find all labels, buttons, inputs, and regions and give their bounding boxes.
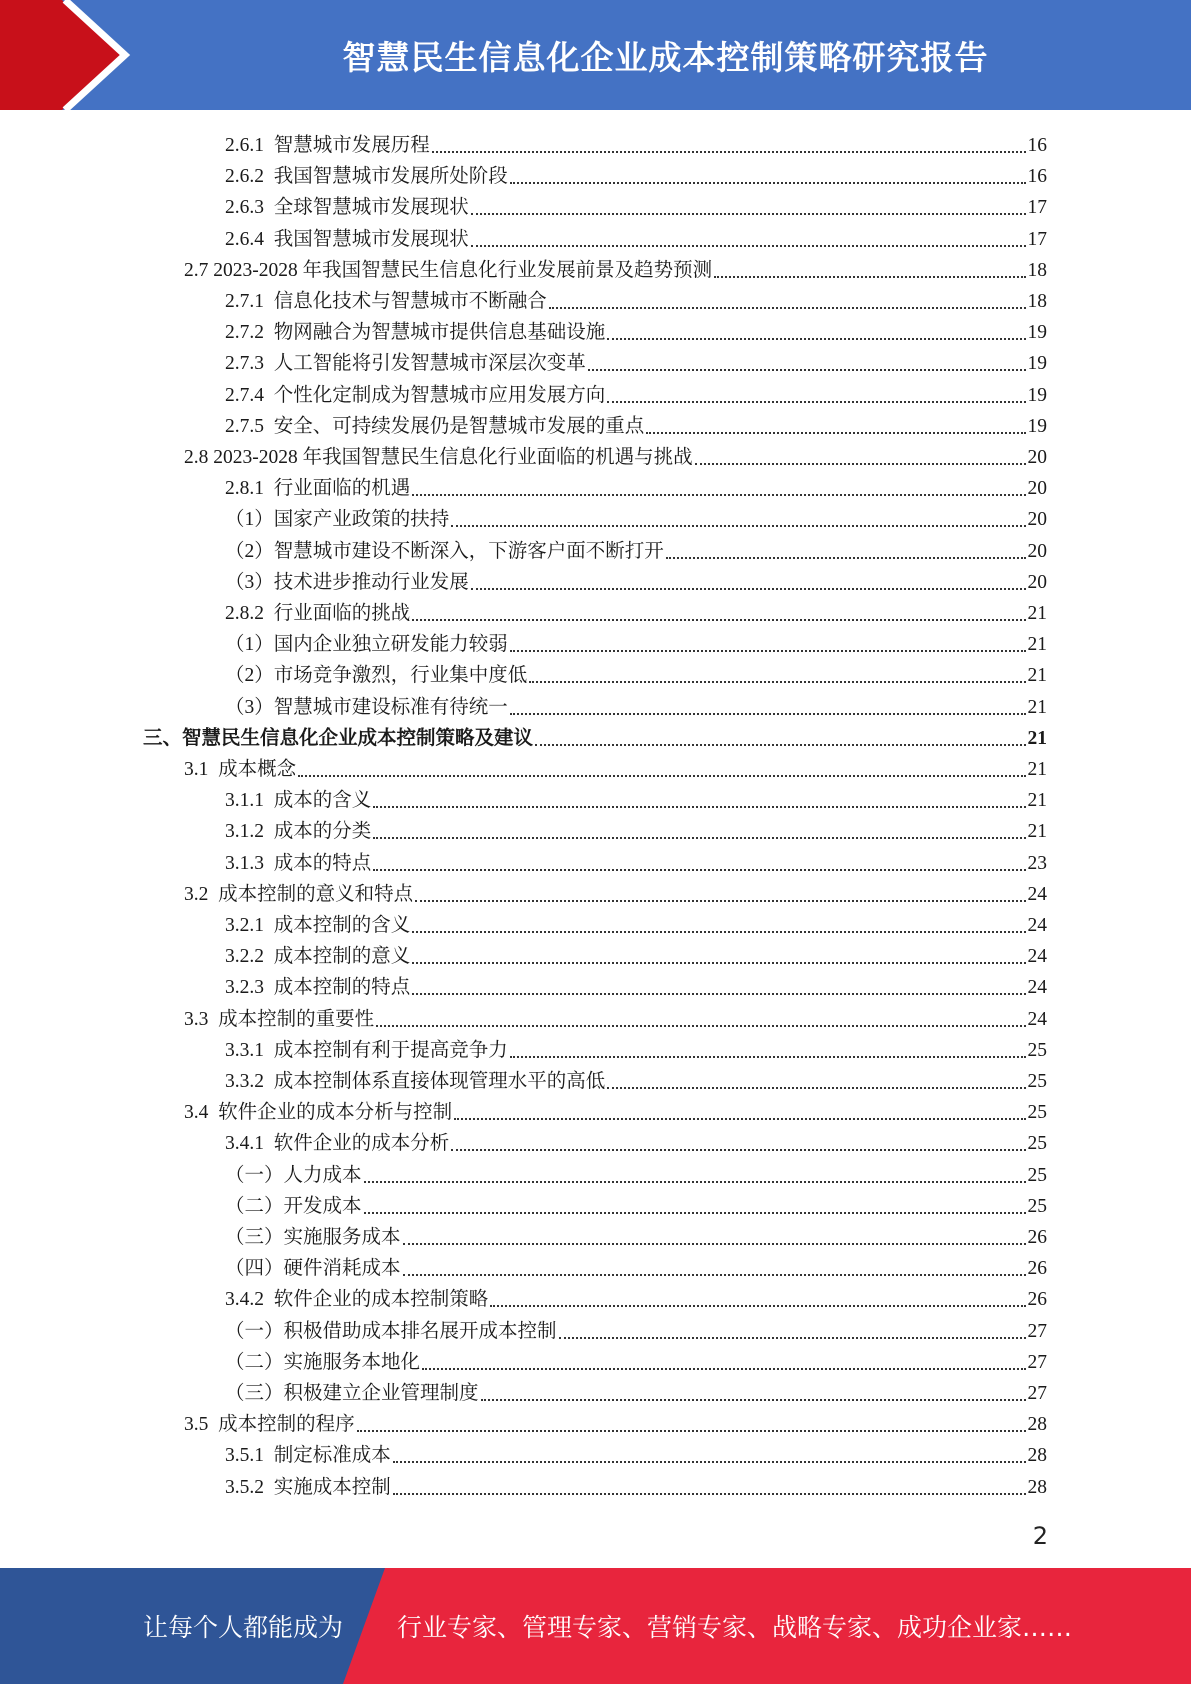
toc-dot-leader bbox=[412, 962, 1025, 964]
toc-entry[interactable] bbox=[225, 533, 1047, 564]
toc-entry-page: 20 bbox=[1027, 571, 1047, 593]
toc-entry[interactable] bbox=[184, 876, 1047, 907]
toc-entry[interactable] bbox=[225, 408, 1047, 439]
toc-entry-title: 2.7 2023-2028 年我国智慧民生信息化行业发展前景及趋势预测 bbox=[184, 259, 713, 281]
toc-entry[interactable] bbox=[225, 657, 1047, 688]
toc-entry[interactable] bbox=[225, 969, 1047, 1000]
toc-entry[interactable] bbox=[225, 1032, 1047, 1063]
toc-entry-page: 21 bbox=[1027, 727, 1047, 749]
toc-entry-title: （三）实施服务成本 bbox=[225, 1227, 401, 1248]
toc-entry[interactable] bbox=[225, 345, 1047, 376]
toc-entry-page: 24 bbox=[1027, 977, 1047, 999]
toc-entry-page: 16 bbox=[1027, 135, 1047, 156]
toc-dot-leader bbox=[415, 900, 1025, 902]
toc-dot-leader bbox=[412, 494, 1025, 496]
toc-dot-leader bbox=[471, 245, 1026, 247]
toc-entry-page: 24 bbox=[1027, 1008, 1047, 1030]
toc-dot-leader bbox=[373, 869, 1025, 871]
toc-entry-title: 2.6.4 我国智慧城市发展现状 bbox=[225, 228, 469, 250]
toc-entry[interactable] bbox=[225, 283, 1047, 314]
toc-entry[interactable] bbox=[225, 1188, 1047, 1219]
toc-entry-page: 21 bbox=[1027, 790, 1047, 812]
toc-entry[interactable] bbox=[225, 626, 1047, 657]
toc-entry-page: 28 bbox=[1027, 1414, 1047, 1436]
toc-entry-title: （3）技术进步推动行业发展 bbox=[225, 571, 469, 593]
toc-entry[interactable] bbox=[225, 1250, 1047, 1281]
toc-entry-page: 26 bbox=[1027, 1289, 1047, 1311]
toc-entry[interactable] bbox=[225, 189, 1047, 220]
toc-entry-title: 3.1 成本概念 bbox=[184, 759, 297, 780]
header-arrow-decoration bbox=[0, 0, 150, 110]
toc-entry-page: 24 bbox=[1027, 946, 1047, 968]
toc-entry-page: 18 bbox=[1027, 259, 1047, 281]
toc-entry-page: 25 bbox=[1027, 1039, 1047, 1061]
toc-entry[interactable] bbox=[184, 439, 1047, 470]
toc-entry-title: 2.7.2 物网融合为智慧城市提供信息基础设施 bbox=[225, 322, 606, 344]
toc-dot-leader bbox=[422, 1368, 1025, 1370]
toc-entry-title: 2.6.3 全球智慧城市发展现状 bbox=[225, 197, 469, 219]
toc-dot-leader bbox=[412, 993, 1025, 995]
toc-entry-title: 三、智慧民生信息化企业成本控制策略及建议 bbox=[143, 727, 534, 749]
toc-entry[interactable] bbox=[225, 127, 1047, 158]
toc-entry-title: （二）开发成本 bbox=[225, 1195, 362, 1217]
toc-dot-leader bbox=[510, 1056, 1026, 1058]
toc-dot-leader bbox=[376, 1025, 1025, 1027]
toc-entry-title: 3.1.3 成本的特点 bbox=[225, 852, 372, 874]
toc-entry-title: 3.4.2 软件企业的成本控制策略 bbox=[225, 1289, 489, 1311]
toc-dot-leader bbox=[510, 650, 1026, 652]
toc-dot-leader bbox=[403, 1274, 1026, 1276]
toc-entry-title: 2.7.1 信息化技术与智慧城市不断融合 bbox=[225, 291, 547, 312]
toc-entry[interactable] bbox=[184, 751, 1047, 782]
toc-dot-leader bbox=[695, 463, 1026, 465]
toc-entry-page: 24 bbox=[1027, 915, 1047, 936]
toc-entry-page: 24 bbox=[1027, 883, 1047, 905]
toc-dot-leader bbox=[535, 744, 1025, 746]
toc-entry-title: （1）国内企业独立研发能力较弱 bbox=[225, 634, 508, 656]
page-footer bbox=[0, 1568, 1191, 1684]
toc-dot-leader bbox=[373, 806, 1025, 808]
toc-entry-title: 2.6.2 我国智慧城市发展所处阶段 bbox=[225, 166, 508, 188]
toc-entry-page: 21 bbox=[1027, 603, 1047, 624]
toc-dot-leader bbox=[298, 775, 1025, 777]
toc-dot-leader bbox=[373, 837, 1025, 839]
toc-entry[interactable] bbox=[143, 720, 1047, 751]
toc-dot-leader bbox=[364, 1181, 1026, 1183]
toc-entry[interactable] bbox=[225, 782, 1047, 813]
toc-entry-title: 2.8.2 行业面临的挑战 bbox=[225, 603, 411, 624]
toc-entry-title: 3.2.3 成本控制的特点 bbox=[225, 977, 411, 999]
toc-entry[interactable] bbox=[225, 501, 1047, 532]
toc-dot-leader bbox=[412, 931, 1025, 933]
toc-entry-title: 3.5 成本控制的程序 bbox=[184, 1414, 355, 1436]
toc-entry-title: 2.7.4 个性化定制成为智慧城市应用发展方向 bbox=[225, 384, 606, 406]
toc-entry[interactable] bbox=[225, 1469, 1047, 1500]
toc-dot-leader bbox=[403, 1243, 1026, 1245]
toc-entry-title: （1）国家产业政策的扶持 bbox=[225, 509, 450, 531]
toc-entry-page: 19 bbox=[1027, 384, 1047, 406]
toc-entry-page: 27 bbox=[1027, 1320, 1047, 1342]
toc-entry-title: 3.1.2 成本的分类 bbox=[225, 821, 372, 843]
toc-dot-leader bbox=[364, 1212, 1026, 1214]
toc-entry[interactable] bbox=[225, 938, 1047, 969]
toc-entry-page: 21 bbox=[1027, 759, 1047, 780]
toc-entry-page: 23 bbox=[1027, 852, 1047, 874]
toc-entry-page: 26 bbox=[1027, 1227, 1047, 1248]
toc-dot-leader bbox=[471, 588, 1026, 590]
toc-entry-page: 19 bbox=[1027, 353, 1047, 375]
toc-entry-page: 25 bbox=[1027, 1164, 1047, 1186]
toc-dot-leader bbox=[510, 713, 1026, 715]
toc-entry-page: 20 bbox=[1027, 447, 1047, 468]
toc-entry[interactable] bbox=[225, 689, 1047, 720]
toc-dot-leader bbox=[666, 557, 1026, 559]
toc-dot-leader bbox=[432, 151, 1026, 153]
toc-dot-leader bbox=[510, 182, 1026, 184]
page-number: 2 bbox=[1032, 1522, 1048, 1550]
toc-entry[interactable] bbox=[225, 1437, 1047, 1468]
toc-entry-title: 3.3.2 成本控制体系直接体现管理水平的高低 bbox=[225, 1071, 606, 1092]
toc-entry[interactable] bbox=[184, 1001, 1047, 1032]
report-title: 智慧民生信息化企业成本控制策略研究报告 bbox=[342, 37, 989, 77]
toc-entry-page: 25 bbox=[1027, 1071, 1047, 1092]
toc-entry-title: （3）智慧城市建设标准有待统一 bbox=[225, 696, 508, 718]
toc-entry-page: 21 bbox=[1027, 665, 1047, 687]
toc-dot-leader bbox=[357, 1430, 1026, 1432]
toc-entry-title: （2）市场竞争激烈，行业集中度低 bbox=[225, 665, 528, 687]
toc-entry[interactable] bbox=[225, 314, 1047, 345]
toc-dot-leader bbox=[481, 1399, 1026, 1401]
toc-entry[interactable] bbox=[225, 595, 1047, 626]
toc-dot-leader bbox=[607, 338, 1025, 340]
toc-entry-page: 25 bbox=[1027, 1102, 1047, 1124]
toc-entry-title: 3.5.2 实施成本控制 bbox=[225, 1476, 391, 1498]
toc-entry-page: 27 bbox=[1027, 1351, 1047, 1373]
toc-dot-leader bbox=[393, 1461, 1026, 1463]
toc-dot-leader bbox=[588, 369, 1026, 371]
toc-dot-leader bbox=[490, 1305, 1025, 1307]
toc-entry[interactable] bbox=[225, 1344, 1047, 1375]
toc-entry-title: 2.8 2023-2028 年我国智慧民生信息化行业面临的机遇与挑战 bbox=[184, 447, 693, 468]
toc-entry-title: （三）积极建立企业管理制度 bbox=[225, 1383, 479, 1404]
toc-entry-page: 17 bbox=[1027, 197, 1047, 219]
toc-entry[interactable] bbox=[225, 907, 1047, 938]
toc-entry[interactable] bbox=[225, 377, 1047, 408]
footer-slogan-lead: 让每个人都能成为 bbox=[143, 1613, 344, 1642]
toc-entry-page: 25 bbox=[1027, 1195, 1047, 1217]
toc-entry-title: 2.8.1 行业面临的机遇 bbox=[225, 478, 411, 500]
toc-entry-page: 21 bbox=[1027, 696, 1047, 718]
toc-entry-title: 2.6.1 智慧城市发展历程 bbox=[225, 135, 430, 156]
toc-entry[interactable] bbox=[225, 1219, 1047, 1250]
toc-dot-leader bbox=[454, 1118, 1025, 1120]
toc-entry-page: 18 bbox=[1027, 291, 1047, 312]
toc-entry-page: 16 bbox=[1027, 166, 1047, 188]
toc-entry-page: 20 bbox=[1027, 540, 1047, 562]
toc-entry[interactable] bbox=[225, 845, 1047, 876]
toc-dot-leader bbox=[646, 432, 1025, 434]
toc-entry-title: 2.7.5 安全、可持续发展仍是智慧城市发展的重点 bbox=[225, 415, 645, 437]
toc-entry-title: （一）人力成本 bbox=[225, 1164, 362, 1186]
toc-entry[interactable] bbox=[225, 470, 1047, 501]
toc-entry-title: （一）积极借助成本排名展开成本控制 bbox=[225, 1320, 557, 1342]
toc-entry[interactable] bbox=[184, 1094, 1047, 1125]
toc-dot-leader bbox=[393, 1493, 1026, 1495]
toc-entry-title: 3.4.1 软件企业的成本分析 bbox=[225, 1133, 450, 1155]
toc-entry-page: 21 bbox=[1027, 634, 1047, 656]
toc-entry-title: 3.2.2 成本控制的意义 bbox=[225, 946, 411, 968]
toc-entry-page: 28 bbox=[1027, 1476, 1047, 1498]
toc-entry-title: （四）硬件消耗成本 bbox=[225, 1258, 401, 1280]
toc-entry-page: 21 bbox=[1027, 821, 1047, 843]
toc-entry[interactable] bbox=[225, 813, 1047, 844]
toc-entry[interactable] bbox=[225, 1125, 1047, 1156]
toc-entry-page: 20 bbox=[1027, 478, 1047, 500]
toc-entry[interactable] bbox=[225, 158, 1047, 189]
toc-entry[interactable] bbox=[225, 1157, 1047, 1188]
toc-dot-leader bbox=[549, 307, 1026, 309]
toc-entry-title: 3.3 成本控制的重要性 bbox=[184, 1008, 375, 1030]
toc-entry-page: 19 bbox=[1027, 322, 1047, 344]
toc-entry-title: 3.2 成本控制的意义和特点 bbox=[184, 883, 414, 905]
toc-entry-page: 20 bbox=[1027, 509, 1047, 531]
toc-entry-page: 17 bbox=[1027, 228, 1047, 250]
toc-entry-title: （二）实施服务本地化 bbox=[225, 1351, 421, 1373]
toc-entry-title: 2.7.3 人工智能将引发智慧城市深层次变革 bbox=[225, 353, 586, 375]
toc-entry-page: 28 bbox=[1027, 1445, 1047, 1467]
toc-entry[interactable] bbox=[184, 1406, 1047, 1437]
toc-dot-leader bbox=[471, 213, 1026, 215]
toc-entry-title: 3.1.1 成本的含义 bbox=[225, 790, 372, 812]
toc-dot-leader bbox=[607, 401, 1025, 403]
toc-dot-leader bbox=[529, 681, 1025, 683]
toc-entry[interactable] bbox=[225, 1063, 1047, 1094]
toc-entry-title: 3.5.1 制定标准成本 bbox=[225, 1445, 391, 1467]
toc-dot-leader bbox=[607, 1087, 1025, 1089]
toc-entry-title: 3.2.1 成本控制的含义 bbox=[225, 915, 411, 936]
toc-entry[interactable] bbox=[225, 1281, 1047, 1312]
toc-entry[interactable] bbox=[225, 1313, 1047, 1344]
toc-entry-title: 3.4 软件企业的成本分析与控制 bbox=[184, 1102, 453, 1124]
toc-entry-title: 3.3.1 成本控制有利于提高竞争力 bbox=[225, 1039, 508, 1061]
toc-entry[interactable] bbox=[225, 221, 1047, 252]
toc-entry[interactable] bbox=[184, 252, 1047, 283]
toc-entry-page: 26 bbox=[1027, 1258, 1047, 1280]
toc-dot-leader bbox=[451, 1149, 1025, 1151]
toc-entry-page: 27 bbox=[1027, 1383, 1047, 1404]
page-header bbox=[0, 0, 1191, 110]
toc-dot-leader bbox=[714, 276, 1025, 278]
toc-dot-leader bbox=[451, 525, 1025, 527]
toc-entry-page: 19 bbox=[1027, 415, 1047, 437]
toc-dot-leader bbox=[559, 1337, 1026, 1339]
toc-entry-page: 25 bbox=[1027, 1133, 1047, 1155]
toc-entry[interactable] bbox=[225, 1375, 1047, 1406]
toc-entry[interactable] bbox=[225, 564, 1047, 595]
toc-dot-leader bbox=[412, 619, 1025, 621]
footer-slogan-roles: 行业专家、管理专家、营销专家、战略专家、成功企业家…… bbox=[397, 1613, 1073, 1642]
toc-entry-title: （2）智慧城市建设不断深入，下游客户面不断打开 bbox=[225, 540, 664, 562]
